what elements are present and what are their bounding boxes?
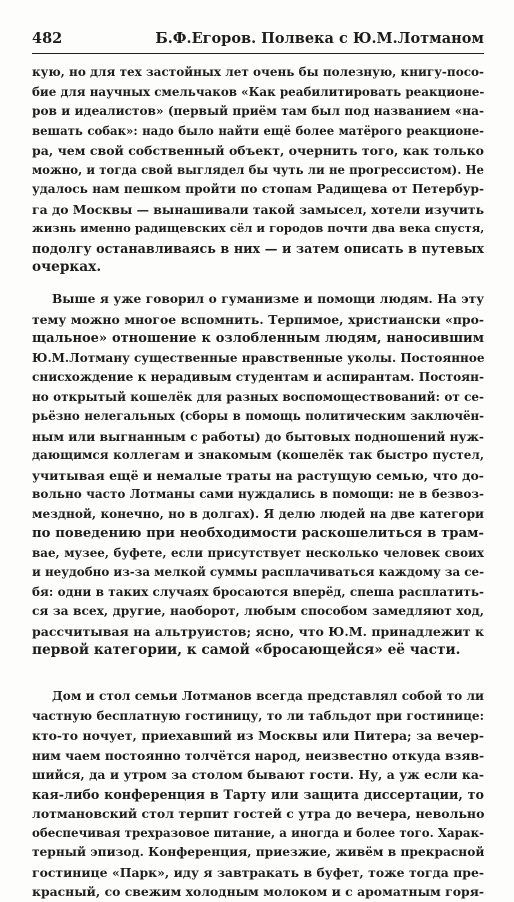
- text-line: удалось нам пешком пройти по стопам Радищева от Петербур-: [32, 182, 484, 196]
- text-line: ра, чем свой собственный объект, очернить того, как только: [32, 143, 484, 158]
- text-line: можно, и тогда свой выглядел бы чуть ли не прогрессистом). Не: [32, 162, 484, 177]
- text-line: но открытый кошелёк для разных воспомоществований: от се-: [32, 389, 484, 404]
- text-line: и неудобно из-за мелкой суммы расплачиваться каждому за се-: [32, 565, 484, 579]
- text-line: ров и идеалистов» (первый приём там был под названием «на-: [32, 104, 484, 118]
- text-line: тему можно многое вспомнить. Терпимое, христиански «про-: [32, 311, 484, 327]
- paragraph: [32, 290, 484, 661]
- text-line: бие для научных смельчаков «Как реабилитировать реакционе-: [32, 84, 484, 99]
- text-line: красный, со свежим холодным молоком и с ароматным горя-: [32, 884, 484, 899]
- text-line: снисхождение к нерадивым студентам и аспирантам. Постоян-: [32, 370, 484, 384]
- text-line: терный эпизод. Конференция, приезжие, живём в прекрасной: [32, 845, 484, 859]
- text-line: подолгу останавливаясь в них — и затем описать в путевых: [32, 240, 484, 256]
- text-line: вае, музее, буфете, если присутствует несколько человек своих: [32, 545, 484, 560]
- text-line: первой категории, к самой «бросающейся» её части.: [32, 642, 461, 658]
- text-line: шийся, да и утром за столом бывают гости. Ну, а уж если ка-: [32, 767, 484, 782]
- paragraph: [32, 687, 484, 902]
- text-line: жизнь именно радищевских сёл и городов почти два века спустя,: [32, 221, 484, 235]
- text-line: по поведению при необходимости раскошелиться в трам-: [32, 526, 484, 541]
- text-line: кто-то ночует, приехавший из Москвы или Питера; за вечер-: [32, 728, 484, 743]
- text-line: учитывая ещё и немалые траты на растущую семью, что до-: [32, 467, 484, 483]
- text-line: га до Москвы — вынашивали такой замысел, хотели изучить: [32, 201, 484, 217]
- text-line: ним чаем постоянно толчётся народ, неизвестно откуда взяв-: [32, 747, 484, 763]
- text-line: обеспечивая трехразовое питание, а иногда и более того. Харак-: [32, 825, 484, 840]
- text-line: очерках.: [32, 259, 102, 275]
- header-rule: [32, 53, 484, 54]
- text-line: гостинице «Парк», иду я завтракать в буфет, тоже тогда пре-: [32, 864, 484, 880]
- text-line: Дом и стол семьи Лотманов всегда представлял собой то ли: [52, 689, 484, 703]
- text-line: Выше я уже говорил о гуманизме и помощи людям. На эту: [52, 292, 484, 306]
- text-line: ным или выгнанным с работы) до бытовых подношений нуж-: [32, 428, 484, 444]
- text-line: рьёзно нелегальных (сборы в помощь политическим заключён-: [32, 409, 484, 423]
- text-line: мездной, конечно, но в долгах). Я делю людей на две категори: [32, 506, 484, 521]
- text-line: рассчитывая на альтруистов; ясно, что Ю.М. принадлежит к: [32, 623, 484, 639]
- running-head: [32, 28, 484, 50]
- running-title: Б.Ф.Егоров. Полвека с Ю.М.Лотманом: [155, 30, 484, 47]
- text-line: дающимся коллегам и знакомым (кошелёк так быстро пустел,: [32, 448, 484, 462]
- text-line: кую, но для тех застойных лет очень бы полезную, книгу-посо-: [32, 65, 484, 79]
- text-line: щальное» отношение к озлобленным людям, наносившим: [32, 331, 484, 346]
- text-line: вешать собак»: надо было найти ещё более матёрого реакционе-: [32, 123, 484, 138]
- page-number: 482: [32, 30, 63, 47]
- text-line: Ю.М.Лотману существенные нравственные уколы. Постоянное: [32, 350, 484, 365]
- text-line: бя: одни в таких случаях бросаются вперёд, спеша расплатить-: [32, 584, 484, 599]
- text-line: частную бесплатную гостиницу, то ли табльдот при гостинице:: [32, 708, 484, 723]
- text-line: ся за всех, другие, наоборот, любым способом замедляют ход,: [32, 604, 484, 618]
- text-line: лотмановский стол терпит гостей с утра до вечера, невольно: [32, 806, 484, 821]
- text-line: вольно часто Лотманы сами нуждались в помощи: не в безвоз-: [32, 487, 484, 501]
- text-line: кая-либо конференция в Тарту или защита диссертации, то: [32, 786, 484, 802]
- paragraph: [32, 63, 484, 278]
